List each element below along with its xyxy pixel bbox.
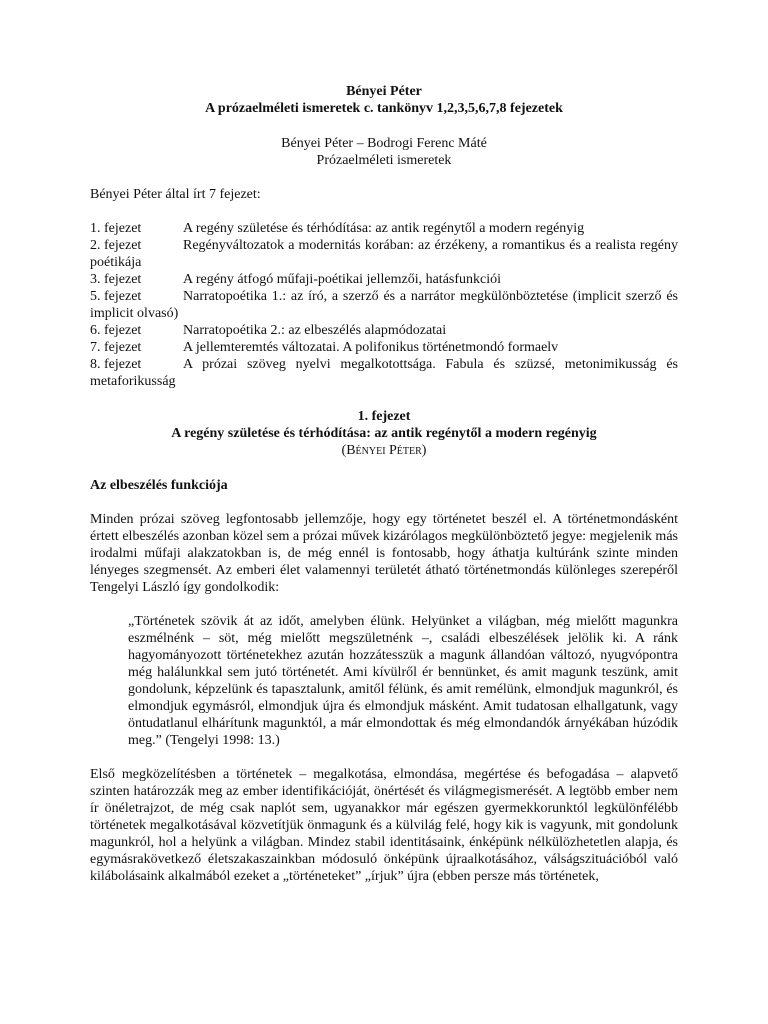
chapter-heading-title: A regény születése és térhódítása: az antik regénytől a modern regényig xyxy=(171,426,597,441)
chapter-number: 7. fejezet xyxy=(90,340,142,355)
chapter-list-item xyxy=(90,322,678,339)
chapter-number: 1. fejezet xyxy=(90,221,142,236)
chapter-list-item xyxy=(90,220,678,237)
chapter-list-item xyxy=(90,288,678,322)
chapter-author-note: (Bényei Péter) xyxy=(341,443,427,458)
chapter-list-item xyxy=(90,271,678,288)
chapter-title: A prózai szöveg nyelvi megalkotottsága. Fabula és szüzsé, metonimikusság és metaforikusság xyxy=(90,357,678,389)
chapter-number: 8. fejezet xyxy=(90,357,142,372)
book-title: Prózaelméleti ismeretek xyxy=(316,153,452,168)
chapter-number: 6. fejezet xyxy=(90,323,142,338)
chapter-list-item xyxy=(90,356,678,390)
document-title: A prózaelméleti ismeretek c. tankönyv 1,2,3,5,6,7,8 fejezetek xyxy=(205,101,563,116)
chapter-number: 3. fejezet xyxy=(90,272,142,287)
chapter-title: A regény átfogó műfaji-poétikai jellemzői, hatásfunkciói xyxy=(183,272,502,287)
chapter-number: 5. fejezet xyxy=(90,289,142,304)
block-quote: „Történetek szövik át az időt, amelyben élünk. Helyünket a világban, még mielőtt magunkra eszmélnénk – söt, még mielőtt megszületnénk –, családi elbeszélések jelölik ki. A ránk hagyományozott történetekhez azután hozzátesszük a magunk állandóan változó, nyugvópontra még halálunkkal sem jutó történetét. Ami kívülről ér bennünket, és amit magunk teszünk, amit gondolunk, képzelünk és tapasztalunk, amitől félünk, és amit remélünk, elmondjuk magunkról, és elmondjuk egymásról, elmondjuk újra és elmondjuk másként. Amit tudatosan elhallgatunk, vagy öntudatlanul elhárítunk magunktól, a már elmondottak és még elmondandók árnyékában húzódik meg.” (Tengelyi 1998: 13.) xyxy=(128,614,678,748)
chapter-list-item xyxy=(90,237,678,271)
chapter-list-item xyxy=(90,339,678,356)
paragraph-intro: Minden prózai szöveg legfontosabb jellemzője, hogy egy történetet beszél el. A történetmondásként értett elbeszélés azonban közel sem a prózai művek kizárólagos megkülönböztető jegye: megjelenik más irodalmi műfaji alakzatokban is, de még ennél is fontosabb, hogy áthatja kultúránk szinte minden lényeges szegmensét. Az emberi élet valamennyi területét átható történetmondás különleges szerepéről Tengelyi László így gondolkodik: xyxy=(90,512,678,595)
chapter-title: Regényváltozatok a modernitás korában: az érzékeny, a romantikus és a realista regény poétikája xyxy=(90,238,678,270)
paragraph-body: Első megközelítésben a történetek – megalkotása, elmondása, megértése és befogadása – alapvető szinten határozzák meg az ember identifikációját, önértését és világmegismerését. A legtöbb ember nem ír önéletrajzot, de még csak naplót sem, ugyanakkor már egészen gyermekkorunktól legkülönfélébb történetek megalkotásával közvetítjük önmagunk és a külvilág felé, hogy kik is vagyunk, mit gondolunk magunkról, hol a helyünk a világban. Mindez stabil identitásaink, énképünk nélkülözhetetlen alapja, és egymásrakövetkező életszakaszainkban módosuló önképünk újraalkotásához, válságszituációból való kilábolásaink alkalmából ezeket a „történeteket” „írjuk” újra (ebben persze más történetek, xyxy=(90,767,678,884)
chapter-title: A regény születése és térhódítása: az antik regénytől a modern regényig xyxy=(183,221,585,236)
chapter-number: 2. fejezet xyxy=(90,238,142,253)
chapter-title: Narratopoétika 1.: az író, a szerző és a narrátor megkülönböztetése (implicit szerző és implicit olvasó) xyxy=(90,289,678,321)
section-title: Az elbeszélés funkciója xyxy=(90,478,228,493)
book-authors: Bényei Péter – Bodrogi Ferenc Máté xyxy=(281,136,487,151)
chapter-title: A jellemteremtés változatai. A polifonikus történetmondó formaelv xyxy=(183,340,559,355)
intro-line: Bényei Péter által írt 7 fejezet: xyxy=(90,187,261,202)
chapter-heading-number: 1. fejezet xyxy=(357,409,411,424)
chapter-list xyxy=(90,220,678,390)
chapter-title: Narratopoétika 2.: az elbeszélés alapmódozatai xyxy=(183,323,447,338)
document-author: Bényei Péter xyxy=(346,84,422,99)
